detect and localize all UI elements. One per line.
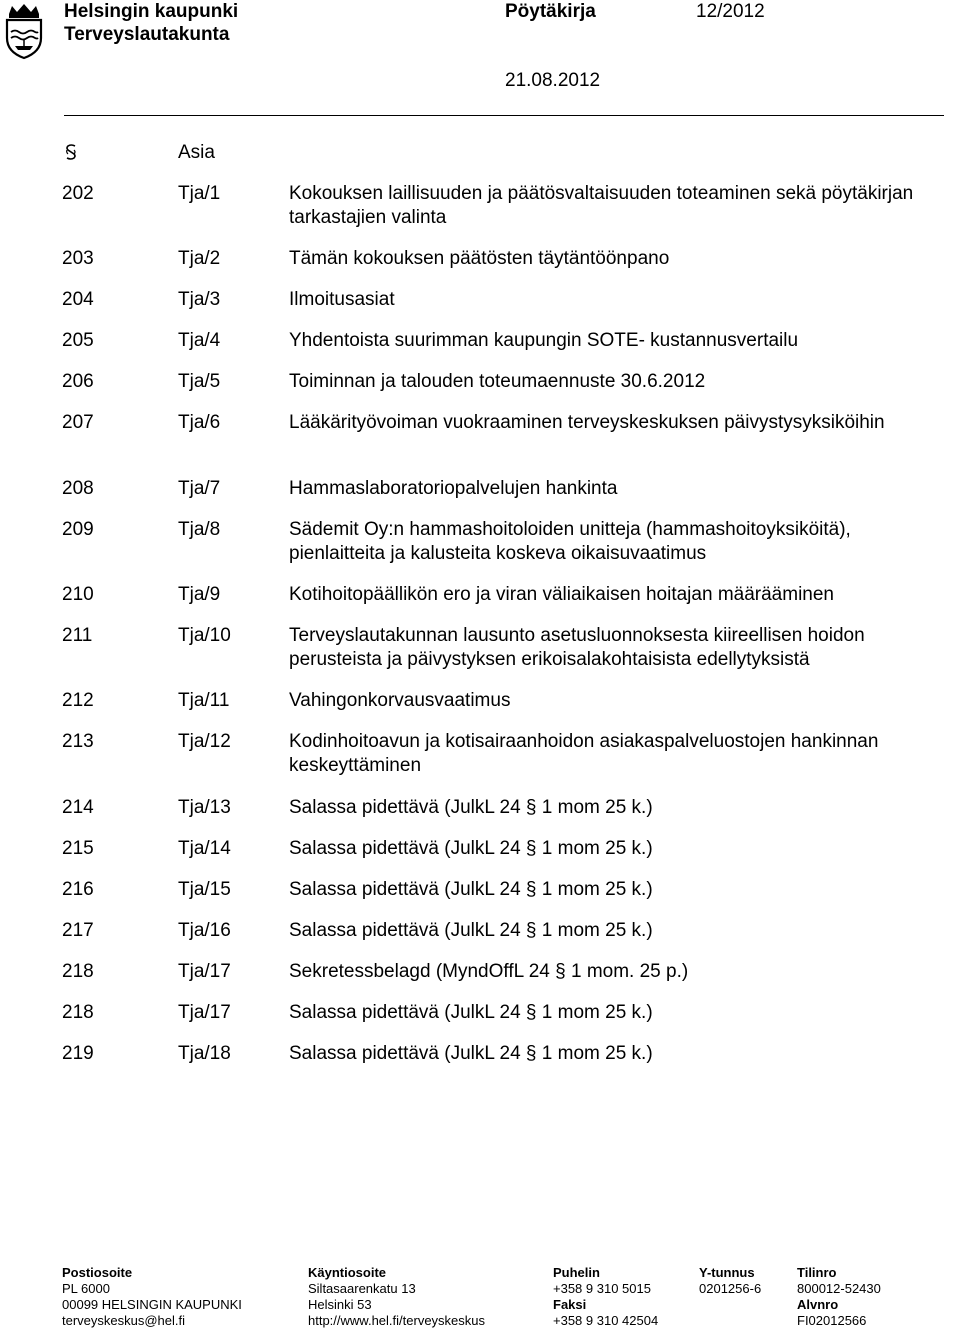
agenda-item-title: Toiminnan ja talouden toteumaennuste 30.6.2012 (289, 371, 706, 392)
footer-business-id (699, 1265, 761, 1297)
agenda-item-number: 210 (62, 584, 94, 605)
footer-email: terveyskeskus@hel.fi (62, 1313, 186, 1328)
agenda-item-title: Salassa pidettävä (JulkL 24 § 1 mom 25 k.) (289, 797, 653, 818)
footer-visiting-line: Siltasaarenkatu 13 (308, 1281, 416, 1296)
agenda-item-number: 218 (62, 1002, 94, 1023)
agenda-item-title: Sekretessbelagd (MyndOffL 24 § 1 mom. 25 p.) (289, 961, 689, 982)
footer-vat-value: FI02012566 (797, 1313, 867, 1328)
helsinki-coat-of-arms-icon (3, 2, 45, 60)
agenda-item-title: Salassa pidettävä (JulkL 24 § 1 mom 25 k.) (289, 1043, 653, 1064)
agenda-item-reference: Tja/10 (178, 625, 231, 646)
footer-visiting-label: Käyntiosoite (308, 1265, 387, 1280)
footer-phone-value: +358 9 310 5015 (553, 1281, 651, 1296)
header-organisation (64, 0, 238, 46)
agenda-item-number: 216 (62, 879, 94, 900)
agenda-item-title: Lääkärityövoiman vuokraaminen terveyskeskuksen päivystysyksiköihin (289, 412, 885, 433)
agenda-item-title: Yhdentoista suurimman kaupungin SOTE- kustannusvertailu (289, 330, 799, 351)
footer-fax-value: +358 9 310 42504 (553, 1313, 659, 1328)
footer-postal-address (62, 1265, 242, 1329)
agenda-item-reference: Tja/5 (178, 371, 221, 392)
footer-business-id-value: 0201256-6 (699, 1281, 762, 1296)
footer-account-value: 800012-52430 (797, 1281, 881, 1296)
agenda-item-number: 209 (62, 519, 94, 540)
agenda-item-number: 219 (62, 1043, 94, 1064)
agenda-item-title: Salassa pidettävä (JulkL 24 § 1 mom 25 k.) (289, 920, 653, 941)
agenda-item-reference: Tja/17 (178, 1002, 231, 1023)
agenda-item-number: 212 (62, 690, 94, 711)
agenda-item-reference: Tja/3 (178, 289, 221, 310)
agenda-item-number: 214 (62, 797, 94, 818)
agenda-item-title: Sädemit Oy:n hammashoitoloiden unitteja (hammashoitoyksiköitä), pienlaitteita ja kalusteita koskeva oikaisuvaatimus (289, 519, 851, 564)
footer-business-id-label: Y-tunnus (699, 1265, 755, 1280)
agenda-item-reference: Tja/13 (178, 797, 231, 818)
agenda-item-number: 208 (62, 478, 94, 499)
footer-account-label: Tilinro (797, 1265, 837, 1280)
agenda-item-reference: Tja/6 (178, 412, 221, 433)
agenda-item-number: 213 (62, 731, 94, 752)
agenda-item-reference: Tja/18 (178, 1043, 231, 1064)
agenda-item-reference: Tja/2 (178, 248, 221, 269)
agenda-item-reference: Tja/12 (178, 731, 231, 752)
agenda-item-title: Tämän kokouksen päätösten täytäntöönpano (289, 248, 670, 269)
footer-visiting-address (308, 1265, 485, 1329)
footer-postal-line: 00099 HELSINGIN KAUPUNKI (62, 1297, 242, 1312)
meeting-date: 21.08.2012 (505, 70, 601, 91)
document-type: Pöytäkirja (505, 1, 596, 22)
agenda-item-title: Terveyslautakunnan lausunto asetusluonnoksesta kiireellisen hoidon perusteista ja päivystyksen erikoisalakohtaisista edellytyksistä (289, 625, 865, 670)
agenda-item-reference: Tja/8 (178, 519, 221, 540)
document-number: 12/2012 (696, 1, 765, 22)
agenda-item-title: Kodinhoitoavun ja kotisairaanhoidon asiakaspalveluostojen hankinnan keskeyttäminen (289, 731, 879, 776)
header-divider (64, 115, 944, 116)
agenda-item-number: 207 (62, 412, 94, 433)
agenda-item-title: Ilmoitusasiat (289, 289, 395, 310)
agenda-item-number: 206 (62, 371, 94, 392)
agenda-item-reference: Tja/17 (178, 961, 231, 982)
agenda-column-label: Asia (178, 142, 215, 163)
agenda-item-title: Vahingonkorvausvaatimus (289, 690, 511, 711)
agenda-item-reference: Tja/14 (178, 838, 231, 859)
agenda-item-number: 203 (62, 248, 94, 269)
agenda-item-number: 218 (62, 961, 94, 982)
footer-vat-label: Alvnro (797, 1297, 839, 1312)
footer-postal-line: PL 6000 (62, 1281, 110, 1296)
agenda-item-title: Salassa pidettävä (JulkL 24 § 1 mom 25 k.) (289, 1002, 653, 1023)
board-name: Terveyslautakunta (64, 24, 230, 45)
agenda-item-number: 215 (62, 838, 94, 859)
agenda-item-reference: Tja/16 (178, 920, 231, 941)
agenda-item-number: 204 (62, 289, 94, 310)
agenda-item-reference: Tja/15 (178, 879, 231, 900)
agenda-item-reference: Tja/1 (178, 183, 221, 204)
footer-postal-label: Postiosoite (62, 1265, 133, 1280)
agenda-item-number: 211 (62, 625, 93, 646)
footer-account (797, 1265, 881, 1329)
agenda-item-reference: Tja/7 (178, 478, 221, 499)
city-name: Helsingin kaupunki (64, 1, 239, 22)
agenda-item-title: Hammaslaboratoriopalvelujen hankinta (289, 478, 618, 499)
section-mark-icon (64, 143, 78, 165)
footer-visiting-line: Helsinki 53 (308, 1297, 372, 1312)
footer-fax-label: Faksi (553, 1297, 587, 1312)
agenda-item-reference: Tja/9 (178, 584, 221, 605)
agenda-item-number: 217 (62, 920, 94, 941)
agenda-item-title: Kotihoitopäällikön ero ja viran väliaikaisen hoitajan määrääminen (289, 584, 834, 605)
agenda-item-title: Kokouksen laillisuuden ja päätösvaltaisuuden toteaminen sekä pöytäkirjan tarkastajien valinta (289, 183, 914, 228)
agenda-item-number: 202 (62, 183, 94, 204)
footer-phone-label: Puhelin (553, 1265, 600, 1280)
agenda-item-title: Salassa pidettävä (JulkL 24 § 1 mom 25 k.) (289, 838, 653, 859)
agenda-item-number: 205 (62, 330, 94, 351)
agenda-item-reference: Tja/11 (178, 690, 230, 711)
footer-website: http://www.hel.fi/terveyskeskus (308, 1313, 486, 1328)
footer-phone (553, 1265, 658, 1329)
agenda-item-reference: Tja/4 (178, 330, 221, 351)
agenda-item-title: Salassa pidettävä (JulkL 24 § 1 mom 25 k.) (289, 879, 653, 900)
